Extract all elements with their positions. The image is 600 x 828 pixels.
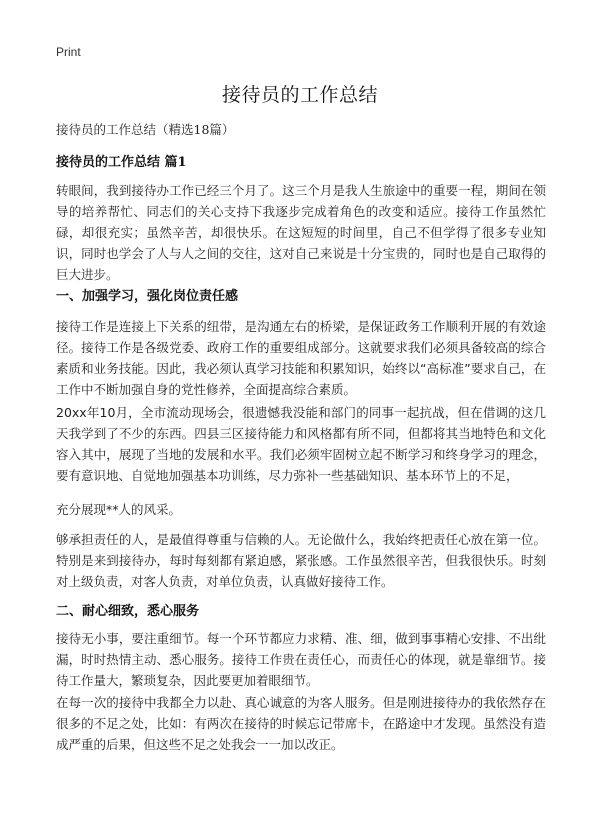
document-title: 接待员的工作总结 xyxy=(221,84,378,106)
section1-heading: 一、加强学习，强化岗位责任感 xyxy=(56,289,239,304)
section2-heading: 二、耐心细致，悉心服务 xyxy=(56,604,200,619)
section1-paragraph-3: 充分展现**人的风采。 xyxy=(56,502,182,517)
article-heading: 接待员的工作总结 篇1 xyxy=(56,155,187,170)
section2-paragraph-1: 接待无小事，要注重细节。每一个环节都应力求精、准、细，做到事事精心安排、不出纰漏，时时热情主动、悉心服务。接待工作贵在责任心，而责任心的体现，就是靠细节。接待工作量大，繁琐复杂，因此要更加着眼细节。 xyxy=(56,631,546,688)
section1-paragraph-4: 够承担责任的人，是最值得尊重与信赖的人。无论做什么，我始终把责任心放在第一位。特别是来到接待办，每时每刻都有紧迫感，紧张感。工作虽然很辛苦，但我很快乐。时刻对上级负责，对客人负责，对单位负责，认真做好接待工作。 xyxy=(56,532,546,589)
document-subtitle: 接待员的工作总结（精选18篇） xyxy=(56,122,235,137)
section1-paragraph-2: 20xx年10月，全市流动现场会，很遗憾我没能和部门的同事一起抗战，但在借调的这几天我学到了不少的东西。四县三区接待能力和风格都有所不同，但都将其当地特色和文化容入其中，展现了当地的发展和水平。我们必须牢固树立起不断学习和终身学习的理念，要有意识地、自觉地加强基本功训练，尽力弥补一些基础知识、基本环节上的不足， xyxy=(56,405,546,483)
print-link[interactable]: Print xyxy=(56,45,81,59)
intro-paragraph: 转眼间，我到接待办工作已经三个月了。这三个月是我人生旅途中的重要一程，期间在领导的培养帮忙、同志们的关心支持下我逐步完成着角色的改变和适应。接待工作虽然忙碌，却很充实；虽然辛苦，却很快乐。在这短短的时间里，自己不但学得了很多专业知识，同时也学会了人与人之间的交往，这对自己来说是十分宝贵的，同时也是自己取得的巨大进步。 xyxy=(56,183,546,282)
section1-paragraph-1: 接待工作是连接上下关系的纽带，是沟通左右的桥梁，是保证政务工作顺利开展的有效途径。接待工作是各级党委、政府工作的重要组成部分。这就要求我们必须具备较高的综合素质和业务技能。因此，我必须认真学习技能和积累知识，始终以“高标准”要求自己，在工作中不断加强自身的党性修养，全面提高综合素质。 xyxy=(56,319,546,397)
section2-paragraph-2: 在每一次的接待中我都全力以赴、真心诚意的为客人服务。但是刚进接待办的我依然存在很多的不足之处，比如：有两次在接待的时候忘记带席卡，在路途中才发现。虽然没有造成严重的后果，但这些不足之处我会一一加以改正。 xyxy=(56,695,546,752)
